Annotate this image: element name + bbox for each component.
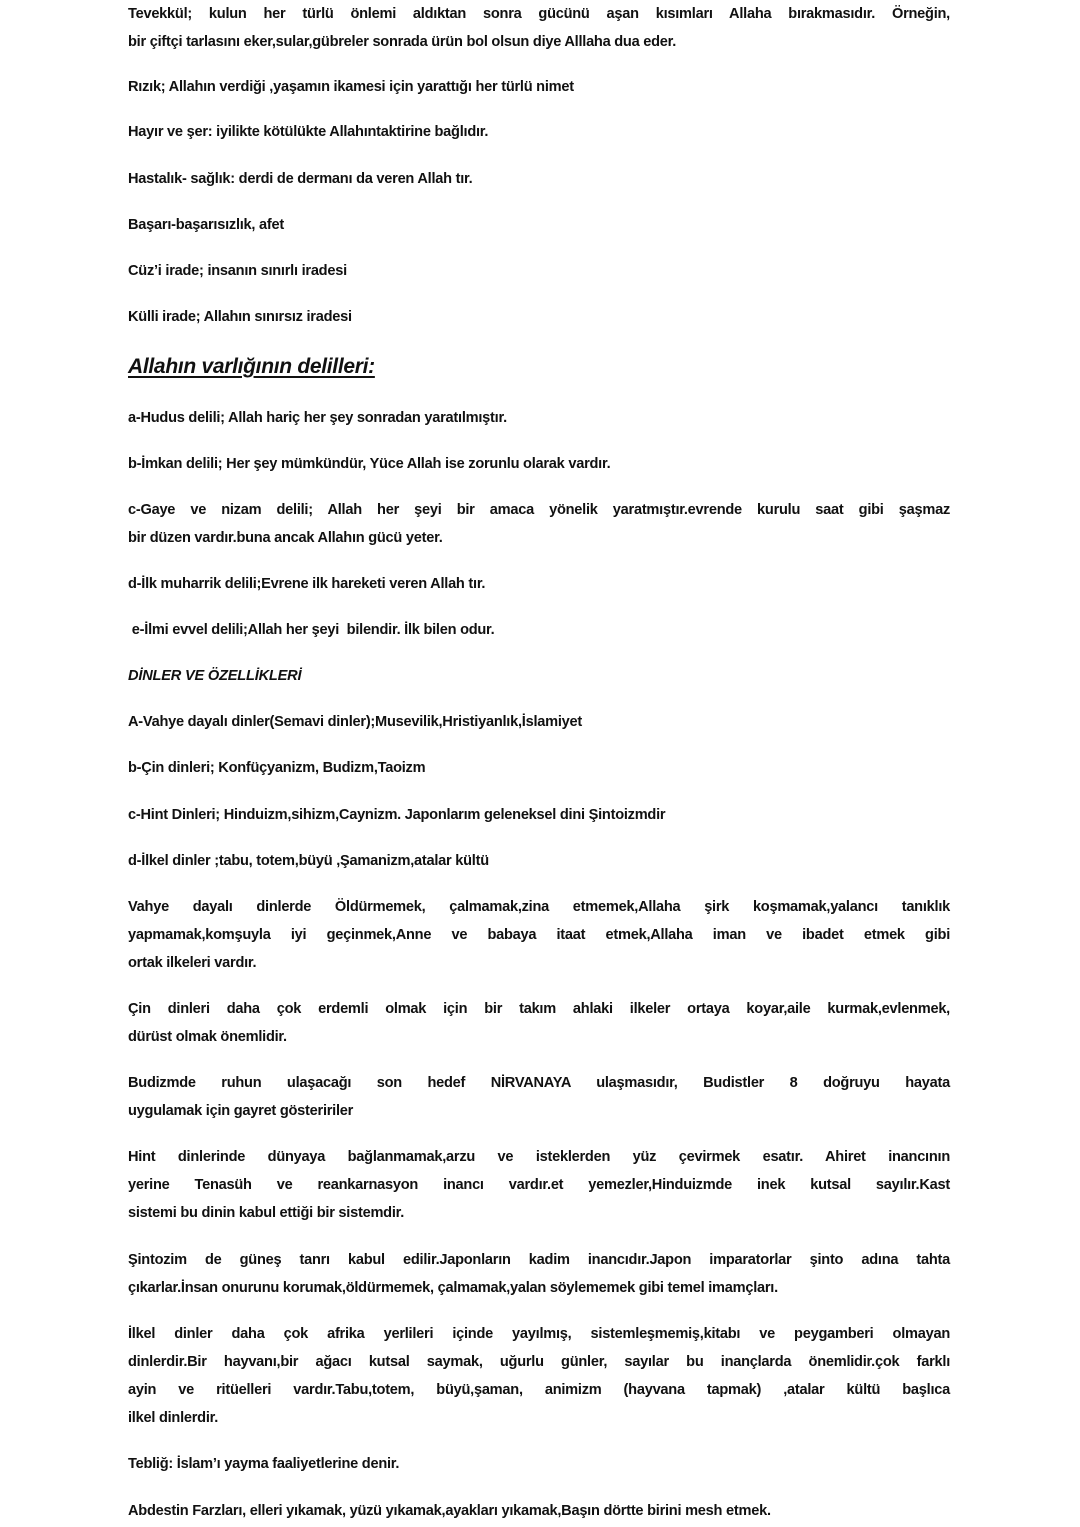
paragraph-basari	[128, 211, 950, 239]
text-line: Hint dinlerinde dünyaya bağlanmamak,arzu ve isteklerden yüz çevirmek esatır. Ahiret inancının	[128, 1149, 950, 1165]
text-line: ilkel dinlerdir.	[128, 1410, 219, 1426]
text-line: d-İlkel dinler ;tabu, totem,büyü ,Şamanizm,atalar kültü	[128, 853, 489, 869]
text-line: Rızık; Allahın verdiği ,yaşamın ikamesi için yarattığı her türlü nimet	[128, 79, 574, 95]
text-line: uygulamak için gayret gösteririler	[128, 1103, 354, 1119]
text-line: sistemi bu dinin kabul ettiği bir sistemdir.	[128, 1205, 405, 1221]
paragraph-cin-erdem	[128, 995, 950, 1051]
text-line: Şintozim de güneş tanrı kabul edilir.Japonların kadim inancıdır.Japon imparatorlar şinto adına tahta	[128, 1252, 950, 1268]
text-line: Tebliğ: İslam’ı yayma faaliyetlerine denir.	[128, 1456, 400, 1472]
text-line: yapmamak,komşuyla iyi geçinmek,Anne ve babaya itaat etmek,Allaha iman ve ibadet etmek gibi	[128, 927, 950, 943]
text-line: çıkarlar.İnsan onurunu korumak,öldürmemek, çalmamak,yalan söylememek gibi temel imamçları.	[128, 1280, 778, 1296]
text-line: bir çiftçi tarlasını eker,sular,gübreler sonrada ürün bol olsun diye Alllaha dua eder.	[128, 34, 677, 50]
paragraph-hayir	[128, 118, 950, 146]
text-line: dinlerdir.Bir hayvanı,bir ağacı kutsal saymak, uğurlu günler, sayılar bu inançlarda önemlidir.çok farklı	[128, 1354, 950, 1370]
paragraph-budizm	[128, 1069, 950, 1125]
text-line: Hayır ve şer: iyilikte kötülükte Allahıntaktirine bağlıdır.	[128, 124, 489, 140]
text-line: bir düzen vardır.buna ancak Allahın gücü yeter.	[128, 530, 443, 546]
paragraph-vahye	[128, 708, 950, 736]
paragraph-rizik	[128, 73, 950, 101]
text-line: Başarı-başarısızlık, afet	[128, 217, 284, 233]
paragraph-imkan	[128, 450, 950, 478]
paragraph-sintoizm	[128, 1246, 950, 1302]
paragraph-kulli-irade	[128, 303, 950, 331]
paragraph-hint-dunya	[128, 1143, 950, 1227]
text-line: Abdestin Farzları, elleri yıkamak, yüzü yıkamak,ayakları yıkamak,Başın dörtte birini mesh etmek.	[128, 1503, 771, 1519]
text-line: c-Hint Dinleri; Hinduizm,sihizm,Caynizm. Japonlarım geleneksel dini Şintoizmdir	[128, 807, 666, 823]
text-line: e-İlmi evvel delili;Allah her şeyi bilendir. İlk bilen odur.	[128, 622, 495, 638]
text-line: d-İlk muharrik delili;Evrene ilk hareketi veren Allah tır.	[128, 576, 486, 592]
paragraph-gaye	[128, 496, 950, 552]
text-line: Çin dinleri daha çok erdemli olmak için bir takım ahlaki ilkeler ortaya koyar,aile kurmak,evlenmek,	[128, 1001, 950, 1017]
paragraph-ilk-muharrik	[128, 570, 950, 598]
paragraph-ilkel	[128, 847, 950, 875]
text-line: Külli irade; Allahın sınırsız iradesi	[128, 309, 352, 325]
text-line: İlkel dinler daha çok afrika yerlileri içinde yayılmış, sistemleşmemiş,kitabı ve peygamberi olmayan	[128, 1326, 950, 1342]
paragraph-cin	[128, 754, 950, 782]
paragraph-abdest	[128, 1497, 950, 1525]
paragraph-hastalik	[128, 165, 950, 193]
text-line: A-Vahye dayalı dinler(Semavi dinler);Musevilik,Hristiyanlık,İslamiyet	[128, 714, 582, 730]
text-line: c-Gaye ve nizam delili; Allah her şeyi bir amaca yönelik yaratmıştır.evrende kurulu saat gibi şaşmaz	[128, 502, 950, 518]
text-line: ayin ve ritüelleri vardır.Tabu,totem, büyü,şaman, animizm (hayvana tapmak) ,atalar kültü başlıca	[128, 1382, 950, 1398]
text-line: b-İmkan delili; Her şey mümkündür, Yüce Allah ise zorunlu olarak vardır.	[128, 456, 611, 472]
heading-dinler: DİNLER VE ÖZELLİKLERİ	[128, 668, 302, 684]
paragraph-ilkel-dinler	[128, 1320, 950, 1432]
paragraph-hint	[128, 801, 950, 829]
paragraph-tevekkul	[128, 0, 950, 56]
text-line: ortak ilkeleri vardır.	[128, 955, 257, 971]
text-line: Budizmde ruhun ulaşacağı son hedef NİRVANAYA ulaşmasıdır, Budistler 8 doğruyu hayata	[128, 1075, 950, 1091]
text-line: Vahye dayalı dinlerde Öldürmemek, çalmamak,zina etmemek,Allaha şirk koşmamak,yalancı tanıklık	[128, 899, 950, 915]
paragraph-cuzi-irade	[128, 257, 950, 285]
text-line: Tevekkül; kulun her türlü önlemi aldıktan sonra gücünü aşan kısımları Allaha bırakmasıdır. Örneğin,	[128, 6, 950, 22]
text-line: yerine Tenasüh ve reankarnasyon inancı vardır.et yemezler,Hinduizmde inek kutsal sayılır.Kast	[128, 1177, 950, 1193]
paragraph-ilmi-evvel	[128, 616, 950, 644]
text-line: a-Hudus delili; Allah hariç her şey sonradan yaratılmıştır.	[128, 410, 507, 426]
paragraph-vahye-ortak	[128, 893, 950, 977]
text-line: Hastalık- sağlık: derdi de dermanı da veren Allah tır.	[128, 171, 473, 187]
paragraph-hudus	[128, 404, 950, 432]
text-line: Cüz’i irade; insanın sınırlı iradesi	[128, 263, 347, 279]
heading-deliller: Allahın varlığının delilleri:	[128, 355, 375, 378]
text-line: b-Çin dinleri; Konfüçyanizm, Budizm,Taoizm	[128, 760, 426, 776]
paragraph-teblig	[128, 1450, 950, 1478]
text-line: dürüst olmak önemlidir.	[128, 1029, 287, 1045]
